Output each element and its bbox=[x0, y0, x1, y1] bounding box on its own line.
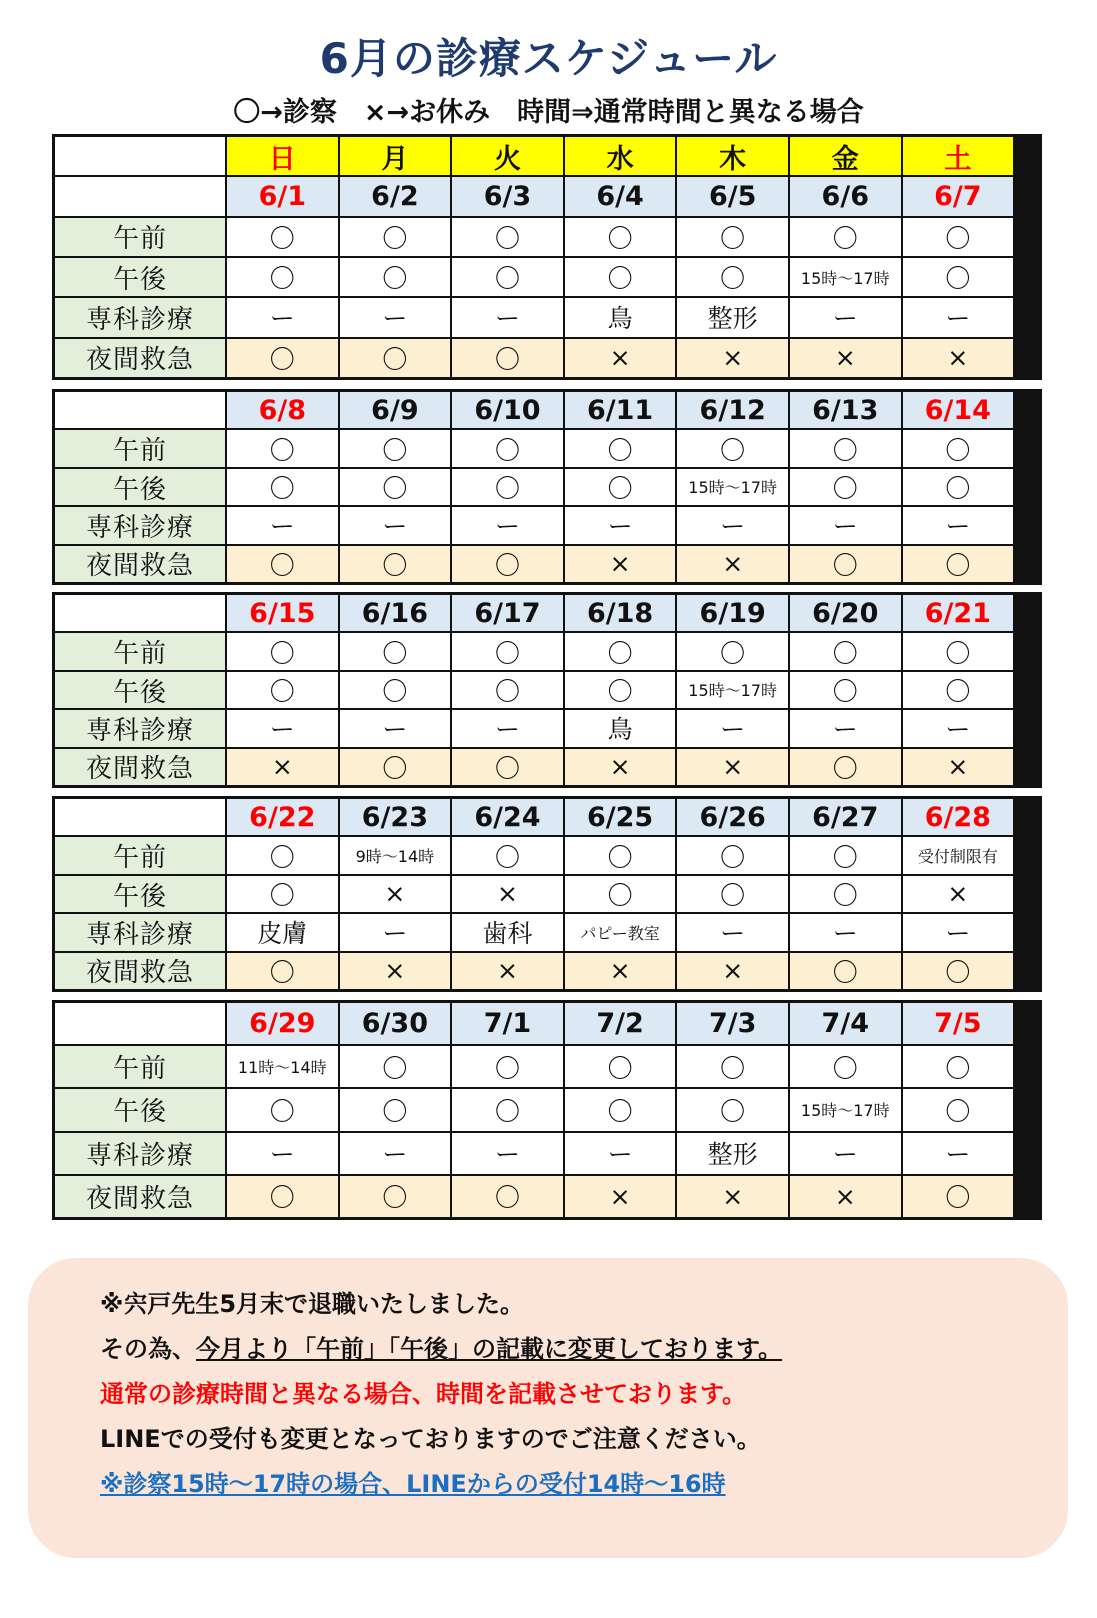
date-cell: 7/3 bbox=[677, 1003, 788, 1044]
specialty-cell: ー bbox=[227, 298, 338, 336]
pm-cell: 〇 bbox=[903, 469, 1014, 505]
date-cell: 6/25 bbox=[565, 799, 676, 835]
week-table bbox=[52, 796, 1042, 992]
am-cell: 〇 bbox=[677, 1046, 788, 1087]
row-label-night: 夜間救急 bbox=[55, 749, 225, 785]
night-cell: × bbox=[903, 339, 1014, 377]
am-cell: 受付制限有 bbox=[903, 837, 1014, 873]
specialty-cell: 整形 bbox=[677, 298, 788, 336]
am-cell: 〇 bbox=[452, 430, 563, 466]
specialty-cell: ー bbox=[903, 298, 1014, 336]
row-label-am: 午前 bbox=[55, 837, 225, 873]
specialty-cell: ー bbox=[340, 710, 451, 746]
pm-cell: 〇 bbox=[452, 672, 563, 708]
night-cell: × bbox=[565, 339, 676, 377]
row-label-night: 夜間救急 bbox=[55, 953, 225, 989]
am-cell: 〇 bbox=[227, 430, 338, 466]
row-label-pm: 午後 bbox=[55, 258, 225, 296]
specialty-cell: 整形 bbox=[677, 1133, 788, 1174]
date-cell: 6/16 bbox=[340, 595, 451, 631]
night-cell: 〇 bbox=[790, 546, 901, 582]
date-cell: 6/27 bbox=[790, 799, 901, 835]
week-table bbox=[52, 1000, 1042, 1220]
night-cell: × bbox=[227, 749, 338, 785]
night-cell: × bbox=[677, 1176, 788, 1217]
night-cell: × bbox=[565, 749, 676, 785]
pm-cell: 〇 bbox=[340, 672, 451, 708]
date-cell: 7/4 bbox=[790, 1003, 901, 1044]
date-cell: 7/5 bbox=[903, 1003, 1014, 1044]
am-cell: 〇 bbox=[565, 837, 676, 873]
row-label-specialty: 専科診療 bbox=[55, 1133, 225, 1174]
pm-cell: 〇 bbox=[903, 258, 1014, 296]
weekday-header: 月 bbox=[340, 137, 451, 175]
am-cell: 〇 bbox=[790, 218, 901, 256]
specialty-cell: ー bbox=[790, 298, 901, 336]
pm-cell: 15時～17時 bbox=[677, 672, 788, 708]
weekday-header: 金 bbox=[790, 137, 901, 175]
notice-retirement: ※宍戸先生5月末で退職いたしました。 bbox=[100, 1290, 525, 1318]
specialty-cell: ー bbox=[452, 1133, 563, 1174]
pm-cell: 〇 bbox=[452, 469, 563, 505]
pm-cell: 15時～17時 bbox=[677, 469, 788, 505]
am-cell: 〇 bbox=[565, 218, 676, 256]
row-label-am: 午前 bbox=[55, 633, 225, 669]
date-cell: 6/26 bbox=[677, 799, 788, 835]
pm-cell: 〇 bbox=[227, 258, 338, 296]
specialty-cell: ー bbox=[452, 507, 563, 543]
pm-cell: 〇 bbox=[677, 258, 788, 296]
specialty-cell: 鳥 bbox=[565, 710, 676, 746]
pm-cell: 〇 bbox=[340, 469, 451, 505]
specialty-cell: 歯科 bbox=[452, 914, 563, 950]
am-cell: 〇 bbox=[790, 430, 901, 466]
date-cell: 6/28 bbox=[903, 799, 1014, 835]
am-cell: 〇 bbox=[340, 218, 451, 256]
am-cell: 〇 bbox=[790, 633, 901, 669]
weekday-header: 水 bbox=[565, 137, 676, 175]
pm-cell: 〇 bbox=[790, 876, 901, 912]
date-cell: 6/4 bbox=[565, 177, 676, 215]
weekday-header: 土 bbox=[903, 137, 1014, 175]
row-label-am: 午前 bbox=[55, 218, 225, 256]
specialty-cell: ー bbox=[340, 507, 451, 543]
row-label-pm: 午後 bbox=[55, 876, 225, 912]
specialty-cell: ー bbox=[790, 914, 901, 950]
night-cell: × bbox=[677, 749, 788, 785]
night-cell: × bbox=[677, 339, 788, 377]
specialty-cell: ー bbox=[790, 507, 901, 543]
night-cell: 〇 bbox=[452, 546, 563, 582]
specialty-cell: ー bbox=[227, 1133, 338, 1174]
date-cell: 6/1 bbox=[227, 177, 338, 215]
specialty-cell: ー bbox=[227, 710, 338, 746]
specialty-cell: ー bbox=[677, 507, 788, 543]
row-label-am: 午前 bbox=[55, 1046, 225, 1087]
am-cell: 〇 bbox=[903, 1046, 1014, 1087]
night-cell: 〇 bbox=[903, 953, 1014, 989]
am-cell: 〇 bbox=[227, 633, 338, 669]
row-label-specialty: 専科診療 bbox=[55, 914, 225, 950]
notice-box bbox=[28, 1258, 1068, 1558]
notice-format-change bbox=[100, 1327, 1068, 1372]
am-cell: 〇 bbox=[227, 837, 338, 873]
date-cell: 6/15 bbox=[227, 595, 338, 631]
pm-cell: 〇 bbox=[340, 258, 451, 296]
row-label-night: 夜間救急 bbox=[55, 1176, 225, 1217]
date-cell: 6/5 bbox=[677, 177, 788, 215]
am-cell: 〇 bbox=[340, 633, 451, 669]
specialty-cell: ー bbox=[677, 914, 788, 950]
header-corner bbox=[55, 137, 225, 175]
pm-cell: 〇 bbox=[677, 876, 788, 912]
date-cell: 6/13 bbox=[790, 392, 901, 428]
date-row-corner bbox=[55, 1003, 225, 1044]
date-cell: 7/1 bbox=[452, 1003, 563, 1044]
date-row-corner bbox=[55, 595, 225, 631]
date-cell: 6/22 bbox=[227, 799, 338, 835]
pm-cell: 〇 bbox=[903, 1089, 1014, 1130]
date-cell: 6/30 bbox=[340, 1003, 451, 1044]
row-label-night: 夜間救急 bbox=[55, 546, 225, 582]
night-cell: 〇 bbox=[452, 339, 563, 377]
am-cell: 〇 bbox=[452, 1046, 563, 1087]
notice-line-change: LINEでの受付も変更となっておりますのでご注意ください。 bbox=[100, 1425, 761, 1453]
pm-cell: 〇 bbox=[565, 1089, 676, 1130]
pm-cell: 15時～17時 bbox=[790, 258, 901, 296]
pm-cell: 〇 bbox=[452, 258, 563, 296]
pm-cell: 〇 bbox=[227, 1089, 338, 1130]
date-cell: 6/14 bbox=[903, 392, 1014, 428]
date-cell: 6/20 bbox=[790, 595, 901, 631]
row-label-specialty: 専科診療 bbox=[55, 298, 225, 336]
night-cell: 〇 bbox=[227, 1176, 338, 1217]
date-cell: 6/24 bbox=[452, 799, 563, 835]
row-label-night: 夜間救急 bbox=[55, 339, 225, 377]
am-cell: 〇 bbox=[790, 1046, 901, 1087]
date-cell: 6/29 bbox=[227, 1003, 338, 1044]
pm-cell: 〇 bbox=[227, 469, 338, 505]
night-cell: × bbox=[677, 546, 788, 582]
night-cell: 〇 bbox=[903, 1176, 1014, 1217]
notice-time-note: 通常の診療時間と異なる場合、時間を記載させております。 bbox=[100, 1380, 747, 1408]
specialty-cell: ー bbox=[903, 507, 1014, 543]
pm-cell: 15時～17時 bbox=[790, 1089, 901, 1130]
am-cell: 〇 bbox=[565, 430, 676, 466]
specialty-cell: ー bbox=[565, 1133, 676, 1174]
pm-cell: 〇 bbox=[677, 1089, 788, 1130]
legend: 〇→診察 ×→お休み 時間⇒通常時間と異なる場合 bbox=[233, 97, 864, 128]
date-row-corner bbox=[55, 799, 225, 835]
specialty-cell: パピー教室 bbox=[565, 914, 676, 950]
night-cell: 〇 bbox=[340, 339, 451, 377]
night-cell: × bbox=[790, 339, 901, 377]
night-cell: 〇 bbox=[452, 749, 563, 785]
night-cell: × bbox=[452, 953, 563, 989]
night-cell: × bbox=[565, 546, 676, 582]
notice-format-prefix: その為、 bbox=[100, 1335, 196, 1363]
specialty-cell: ー bbox=[677, 710, 788, 746]
weekday-header: 日 bbox=[227, 137, 338, 175]
night-cell: × bbox=[677, 953, 788, 989]
am-cell: 〇 bbox=[677, 218, 788, 256]
am-cell: 〇 bbox=[677, 633, 788, 669]
specialty-cell: 皮膚 bbox=[227, 914, 338, 950]
row-label-specialty: 専科診療 bbox=[55, 507, 225, 543]
am-cell: 〇 bbox=[452, 837, 563, 873]
night-cell: 〇 bbox=[227, 339, 338, 377]
specialty-cell: ー bbox=[340, 1133, 451, 1174]
date-cell: 6/19 bbox=[677, 595, 788, 631]
weekday-header: 火 bbox=[452, 137, 563, 175]
am-cell: 〇 bbox=[903, 633, 1014, 669]
night-cell: × bbox=[565, 1176, 676, 1217]
am-cell: 〇 bbox=[565, 633, 676, 669]
pm-cell: 〇 bbox=[452, 1089, 563, 1130]
notice-format-underlined: 今月より「午前」「午後」の記載に変更しております。 bbox=[196, 1335, 783, 1363]
date-row-corner bbox=[55, 392, 225, 428]
row-label-pm: 午後 bbox=[55, 1089, 225, 1130]
weekday-header: 木 bbox=[677, 137, 788, 175]
night-cell: × bbox=[565, 953, 676, 989]
specialty-cell: ー bbox=[227, 507, 338, 543]
date-cell: 6/3 bbox=[452, 177, 563, 215]
night-cell: × bbox=[340, 953, 451, 989]
am-cell: 〇 bbox=[452, 218, 563, 256]
am-cell: 〇 bbox=[565, 1046, 676, 1087]
date-cell: 6/7 bbox=[903, 177, 1014, 215]
pm-cell: × bbox=[903, 876, 1014, 912]
specialty-cell: ー bbox=[565, 507, 676, 543]
night-cell: 〇 bbox=[903, 546, 1014, 582]
am-cell: 〇 bbox=[227, 218, 338, 256]
pm-cell: × bbox=[340, 876, 451, 912]
specialty-cell: 鳥 bbox=[565, 298, 676, 336]
week-table bbox=[52, 389, 1042, 585]
night-cell: 〇 bbox=[340, 1176, 451, 1217]
date-cell: 6/11 bbox=[565, 392, 676, 428]
pm-cell: 〇 bbox=[227, 672, 338, 708]
am-cell: 〇 bbox=[677, 837, 788, 873]
night-cell: × bbox=[903, 749, 1014, 785]
am-cell: 〇 bbox=[340, 430, 451, 466]
am-cell: 〇 bbox=[903, 430, 1014, 466]
date-cell: 6/18 bbox=[565, 595, 676, 631]
pm-cell: 〇 bbox=[565, 258, 676, 296]
specialty-cell: ー bbox=[903, 1133, 1014, 1174]
pm-cell: 〇 bbox=[227, 876, 338, 912]
pm-cell: 〇 bbox=[565, 469, 676, 505]
date-cell: 6/2 bbox=[340, 177, 451, 215]
specialty-cell: ー bbox=[790, 1133, 901, 1174]
am-cell: 〇 bbox=[790, 837, 901, 873]
specialty-cell: ー bbox=[340, 298, 451, 336]
specialty-cell: ー bbox=[340, 914, 451, 950]
page-title: 6月の診療スケジュール bbox=[319, 34, 778, 83]
am-cell: 〇 bbox=[677, 430, 788, 466]
specialty-cell: ー bbox=[452, 710, 563, 746]
row-label-am: 午前 bbox=[55, 430, 225, 466]
pm-cell: 〇 bbox=[565, 672, 676, 708]
night-cell: 〇 bbox=[227, 953, 338, 989]
pm-cell: × bbox=[452, 876, 563, 912]
pm-cell: 〇 bbox=[565, 876, 676, 912]
week-table bbox=[52, 592, 1042, 788]
night-cell: 〇 bbox=[340, 546, 451, 582]
date-cell: 6/8 bbox=[227, 392, 338, 428]
am-cell: 〇 bbox=[452, 633, 563, 669]
specialty-cell: ー bbox=[790, 710, 901, 746]
pm-cell: 〇 bbox=[340, 1089, 451, 1130]
am-cell: 9時～14時 bbox=[340, 837, 451, 873]
night-cell: × bbox=[790, 1176, 901, 1217]
date-cell: 7/2 bbox=[565, 1003, 676, 1044]
specialty-cell: ー bbox=[903, 914, 1014, 950]
night-cell: 〇 bbox=[340, 749, 451, 785]
specialty-cell: ー bbox=[452, 298, 563, 336]
date-cell: 6/23 bbox=[340, 799, 451, 835]
date-cell: 6/9 bbox=[340, 392, 451, 428]
date-cell: 6/10 bbox=[452, 392, 563, 428]
date-cell: 6/17 bbox=[452, 595, 563, 631]
am-cell: 〇 bbox=[903, 218, 1014, 256]
week-table bbox=[52, 134, 1042, 380]
row-label-pm: 午後 bbox=[55, 672, 225, 708]
date-row-corner bbox=[55, 177, 225, 215]
notice-line-hours: ※診察15時～17時の場合、LINEからの受付14時～16時 bbox=[100, 1470, 726, 1498]
date-cell: 6/12 bbox=[677, 392, 788, 428]
date-cell: 6/21 bbox=[903, 595, 1014, 631]
am-cell: 〇 bbox=[340, 1046, 451, 1087]
night-cell: 〇 bbox=[227, 546, 338, 582]
am-cell: 11時～14時 bbox=[227, 1046, 338, 1087]
pm-cell: 〇 bbox=[790, 672, 901, 708]
night-cell: 〇 bbox=[790, 953, 901, 989]
night-cell: 〇 bbox=[790, 749, 901, 785]
row-label-pm: 午後 bbox=[55, 469, 225, 505]
date-cell: 6/6 bbox=[790, 177, 901, 215]
night-cell: 〇 bbox=[452, 1176, 563, 1217]
row-label-specialty: 専科診療 bbox=[55, 710, 225, 746]
pm-cell: 〇 bbox=[790, 469, 901, 505]
pm-cell: 〇 bbox=[903, 672, 1014, 708]
specialty-cell: ー bbox=[903, 710, 1014, 746]
